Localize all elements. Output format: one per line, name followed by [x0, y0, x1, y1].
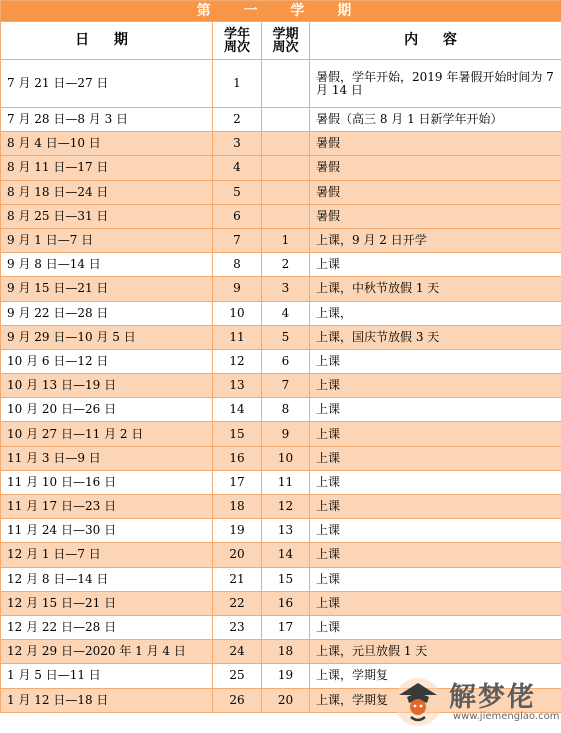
row-term-week [262, 204, 310, 228]
row-note: 暑假，学年开始，2019 年暑假开始时间为 7 月 14 日 [310, 60, 561, 108]
row-note: 上课 [310, 567, 561, 591]
row-note: 上课 [310, 422, 561, 446]
watermark-logo-icon [389, 673, 447, 727]
row-date: 12 月 22 日—28 日 [1, 615, 213, 639]
row-term-week: 14 [262, 543, 310, 567]
row-date: 12 月 15 日—21 日 [1, 591, 213, 615]
row-term-week: 13 [262, 519, 310, 543]
row-note: 上课， [310, 301, 561, 325]
row-term-week: 1 [262, 228, 310, 252]
row-date: 8 月 18 日—24 日 [1, 180, 213, 204]
row-note: 上课 [310, 446, 561, 470]
table-row [1, 253, 561, 277]
table-row [1, 591, 561, 615]
row-date: 9 月 8 日—14 日 [1, 253, 213, 277]
table-row [1, 204, 561, 228]
row-date: 10 月 27 日—11 月 2 日 [1, 422, 213, 446]
row-date: 9 月 15 日—21 日 [1, 277, 213, 301]
row-term-week [262, 60, 310, 108]
row-date: 9 月 1 日—7 日 [1, 228, 213, 252]
table-row [1, 301, 561, 325]
header-term-week-line1: 学期 [272, 26, 299, 42]
row-note: 上课，学期复 [310, 664, 561, 688]
row-note: 暑假（高三 8 月 1 日新学年开始） [310, 108, 561, 132]
row-note: 上课 [310, 374, 561, 398]
row-date: 11 月 10 日—16 日 [1, 470, 213, 494]
row-term-week [262, 108, 310, 132]
watermark-text: 解梦佬 [449, 682, 536, 713]
row-date: 1 月 12 日—18 日 [1, 688, 213, 712]
row-note: 上课，学期复 [310, 688, 561, 712]
row-date: 7 月 28 日—8 月 3 日 [1, 108, 213, 132]
row-note: 上课 [310, 591, 561, 615]
table-row [1, 446, 561, 470]
row-note: 上课 [310, 349, 561, 373]
watermark-url: www.jiemenglao.com [453, 711, 560, 722]
row-note: 上课 [310, 470, 561, 494]
row-school-week: 25 [213, 664, 262, 688]
row-school-week: 22 [213, 591, 262, 615]
row-date: 12 月 1 日—7 日 [1, 543, 213, 567]
row-term-week: 11 [262, 470, 310, 494]
row-school-week: 9 [213, 277, 262, 301]
table-row [1, 640, 561, 664]
row-date: 1 月 5 日—11 日 [1, 664, 213, 688]
row-term-week: 16 [262, 591, 310, 615]
row-school-week: 13 [213, 374, 262, 398]
row-term-week: 9 [262, 422, 310, 446]
header-row [1, 22, 561, 60]
row-school-week: 3 [213, 132, 262, 156]
row-term-week: 3 [262, 277, 310, 301]
row-note: 暑假 [310, 132, 561, 156]
row-date: 12 月 8 日—14 日 [1, 567, 213, 591]
row-note: 上课，元旦放假 1 天 [310, 640, 561, 664]
banner-row [1, 1, 561, 22]
row-school-week: 10 [213, 301, 262, 325]
table-row [1, 156, 561, 180]
header-content: 内 容 [310, 22, 561, 60]
row-note: 上课 [310, 495, 561, 519]
row-school-week: 26 [213, 688, 262, 712]
row-term-week: 8 [262, 398, 310, 422]
row-date: 8 月 25 日—31 日 [1, 204, 213, 228]
row-term-week: 4 [262, 301, 310, 325]
table-row [1, 277, 561, 301]
row-school-week: 15 [213, 422, 262, 446]
row-school-week: 14 [213, 398, 262, 422]
row-note: 上课，9 月 2 日开学 [310, 228, 561, 252]
row-date: 8 月 11 日—17 日 [1, 156, 213, 180]
row-term-week: 15 [262, 567, 310, 591]
row-date: 10 月 6 日—12 日 [1, 349, 213, 373]
row-school-week: 11 [213, 325, 262, 349]
table-row [1, 422, 561, 446]
row-note: 上课 [310, 615, 561, 639]
table-row [1, 108, 561, 132]
table-row [1, 543, 561, 567]
table-row [1, 398, 561, 422]
row-note: 暑假 [310, 180, 561, 204]
row-term-week: 10 [262, 446, 310, 470]
row-date: 10 月 13 日—19 日 [1, 374, 213, 398]
row-note: 上课，国庆节放假 3 天 [310, 325, 561, 349]
row-date: 11 月 24 日—30 日 [1, 519, 213, 543]
table-row [1, 495, 561, 519]
row-term-week: 20 [262, 688, 310, 712]
row-school-week: 23 [213, 615, 262, 639]
header-school-week-line2: 周次 [223, 39, 250, 55]
table-row [1, 60, 561, 108]
row-term-week: 19 [262, 664, 310, 688]
row-note: 上课 [310, 398, 561, 422]
row-school-week: 18 [213, 495, 262, 519]
row-date: 9 月 29 日—10 月 5 日 [1, 325, 213, 349]
term-banner: 第 一 学 期 [1, 1, 561, 22]
header-school-week [213, 22, 262, 60]
row-term-week [262, 156, 310, 180]
row-date: 9 月 22 日—28 日 [1, 301, 213, 325]
table-row [1, 374, 561, 398]
row-school-week: 6 [213, 204, 262, 228]
table-row [1, 615, 561, 639]
table-row [1, 349, 561, 373]
row-school-week: 7 [213, 228, 262, 252]
row-school-week: 4 [213, 156, 262, 180]
row-school-week: 19 [213, 519, 262, 543]
row-note: 上课 [310, 519, 561, 543]
header-term-week-line2: 周次 [272, 39, 299, 55]
row-note: 暑假 [310, 156, 561, 180]
row-note: 上课 [310, 543, 561, 567]
watermark [389, 671, 560, 731]
row-date: 11 月 17 日—23 日 [1, 495, 213, 519]
table-row [1, 325, 561, 349]
row-term-week: 7 [262, 374, 310, 398]
row-date: 8 月 4 日—10 日 [1, 132, 213, 156]
row-school-week: 24 [213, 640, 262, 664]
table-row [1, 180, 561, 204]
row-school-week: 2 [213, 108, 262, 132]
table-row [1, 132, 561, 156]
header-term-week [262, 22, 310, 60]
row-school-week: 21 [213, 567, 262, 591]
header-date: 日 期 [1, 22, 213, 60]
header-school-week-line1: 学年 [223, 26, 250, 42]
row-school-week: 16 [213, 446, 262, 470]
row-note: 上课 [310, 253, 561, 277]
row-school-week: 17 [213, 470, 262, 494]
row-term-week: 2 [262, 253, 310, 277]
table-row [1, 470, 561, 494]
row-note: 上课，中秋节放假 1 天 [310, 277, 561, 301]
row-term-week [262, 132, 310, 156]
row-school-week: 12 [213, 349, 262, 373]
row-school-week: 5 [213, 180, 262, 204]
row-term-week: 6 [262, 349, 310, 373]
row-school-week: 8 [213, 253, 262, 277]
table-row [1, 519, 561, 543]
row-note: 暑假 [310, 204, 561, 228]
row-school-week: 1 [213, 60, 262, 108]
row-date: 11 月 3 日—9 日 [1, 446, 213, 470]
row-date: 10 月 20 日—26 日 [1, 398, 213, 422]
row-date: 7 月 21 日—27 日 [1, 60, 213, 108]
row-term-week: 12 [262, 495, 310, 519]
row-term-week: 5 [262, 325, 310, 349]
row-term-week: 18 [262, 640, 310, 664]
row-term-week [262, 180, 310, 204]
row-school-week: 20 [213, 543, 262, 567]
row-date: 12 月 29 日—2020 年 1 月 4 日 [1, 640, 213, 664]
table-row [1, 567, 561, 591]
table-row [1, 228, 561, 252]
row-term-week: 17 [262, 615, 310, 639]
